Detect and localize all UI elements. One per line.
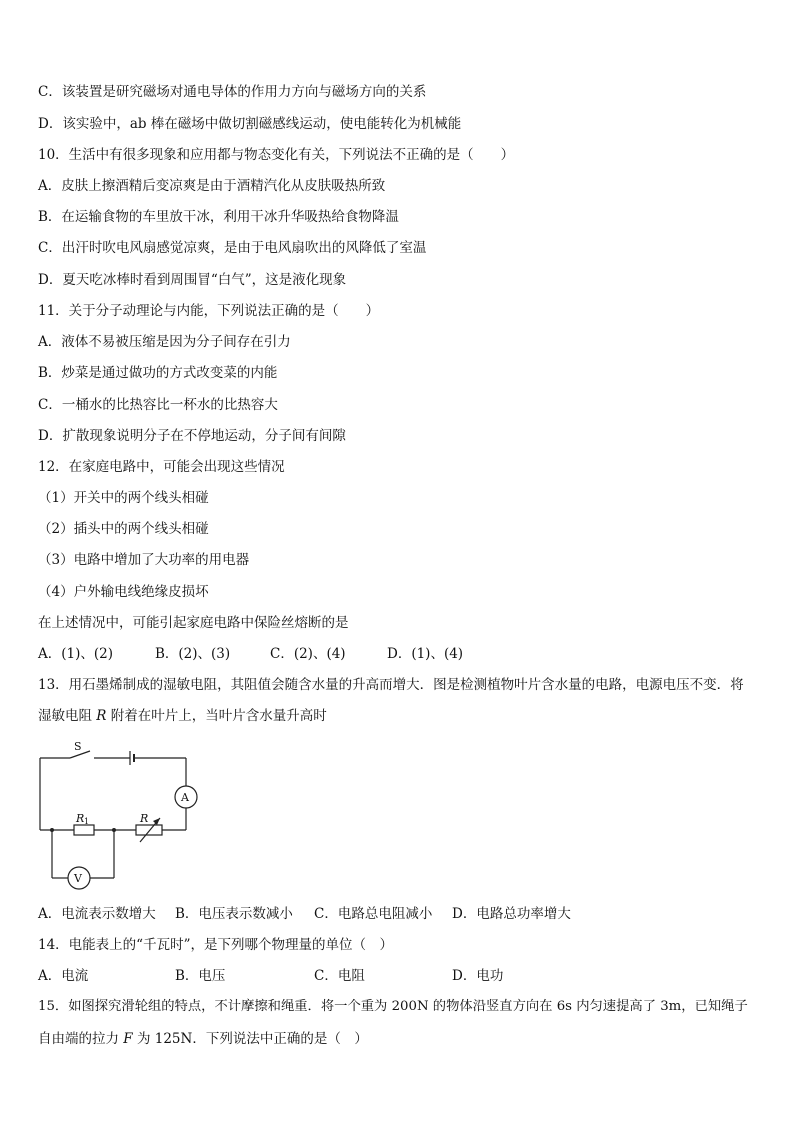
q15-stem-part-b: 为 125N．下列说法中正确的是（ ） [132,1031,368,1047]
q15-stem-line-2 [38,1030,368,1048]
q15-stem-line-1: 15．如图探究滑轮组的特点，不计摩擦和绳重．将一个重为 200N 的物体沿竖直方向在 6s 内匀速提高了 3m，已知绳子 [38,999,748,1014]
q13-stem-line-1: 13．用石墨烯制成的湿敏电阻，其阻值会随含水量的升高而增大．图是检测植物叶片含水量的电路，电源电压不变．将 [38,677,744,693]
q12-item-1: （1）开关中的两个线头相碰 [38,490,209,506]
q14-option-b: B．电压 [175,968,226,984]
q11-option-b: B．炒菜是通过做功的方式改变菜的内能 [38,365,278,381]
q12-item-2: （2）插头中的两个线头相碰 [38,521,209,537]
q14-option-a: A．电流 [38,968,89,984]
q11-option-a: A．液体不易被压缩是因为分子间存在引力 [38,334,291,350]
q11-option-c: C．一桶水的比热容比一杯水的比热容大 [38,397,278,413]
q12-question: 在上述情况中，可能引起家庭电路中保险丝熔断的是 [38,615,349,631]
q11-option-d: D．扩散现象说明分子在不停地运动，分子间有间隙 [38,428,346,444]
q10-option-c: C．出汗时吹电风扇感觉凉爽，是由于电风扇吹出的风降低了室温 [38,240,427,256]
q12-option-a: A．(1)、(2) [38,646,113,662]
q9-option-c: C．该装置是研究磁场对通电导体的作用力方向与磁场方向的关系 [38,84,427,100]
q13-variable-r: R [96,708,107,724]
q10-option-d: D．夏天吃冰棒时看到周围冒“白气”，这是液化现象 [38,272,347,288]
q14-stem: 14．电能表上的“千瓦时”，是下列哪个物理量的单位（ ） [38,937,393,953]
q11-stem: 11．关于分子动理论与内能，下列说法正确的是（ ） [38,303,380,319]
q12-option-c: C．(2)、(4) [270,646,346,662]
voltmeter-label: V [74,872,82,885]
resistor-r-label: R [140,812,149,825]
q13-stem-part-a: 湿敏电阻 [38,708,97,724]
q14-option-d: D．电功 [452,968,504,984]
circuit-diagram [36,738,206,893]
q13-option-b: B．电压表示数减小 [175,906,293,922]
ammeter-label: A [181,791,189,804]
q12-stem: 12．在家庭电路中，可能会出现这些情况 [38,459,285,475]
resistor-r1-subscript: 1 [84,817,90,826]
q10-stem: 10．生活中有很多现象和应用都与物态变化有关，下列说法不正确的是（ ） [38,147,515,163]
resistor-r1-label: R [76,812,85,825]
q12-item-4: （4）户外输电线绝缘皮损坏 [38,584,209,600]
q15-variable-f: F [123,1031,133,1047]
switch-label: S [74,740,82,753]
q10-option-a: A．皮肤上擦酒精后变凉爽是由于酒精汽化从皮肤吸热所致 [38,178,386,194]
q15-stem-part-a: 自由端的拉力 [38,1031,124,1047]
q12-option-b: B．(2)、(3) [155,646,231,662]
q12-option-d: D．(1)、(4) [387,646,464,662]
q12-item-3: （3）电路中增加了大功率的用电器 [38,552,250,568]
q14-option-c: C．电阻 [314,968,365,984]
q9-option-d: D．该实验中，ab 棒在磁场中做切割磁感线运动，使电能转化为机械能 [38,116,462,132]
q10-option-b: B．在运输食物的车里放干冰，利用干冰升华吸热给食物降温 [38,209,399,225]
q13-option-c: C．电路总电阻减小 [314,906,433,922]
q13-stem-part-b: 附着在叶片上，当叶片含水量升高时 [106,708,327,724]
q13-stem-line-2 [38,707,327,725]
q13-option-a: A．电流表示数增大 [38,906,156,922]
q13-option-d: D．电路总功率增大 [452,906,571,922]
